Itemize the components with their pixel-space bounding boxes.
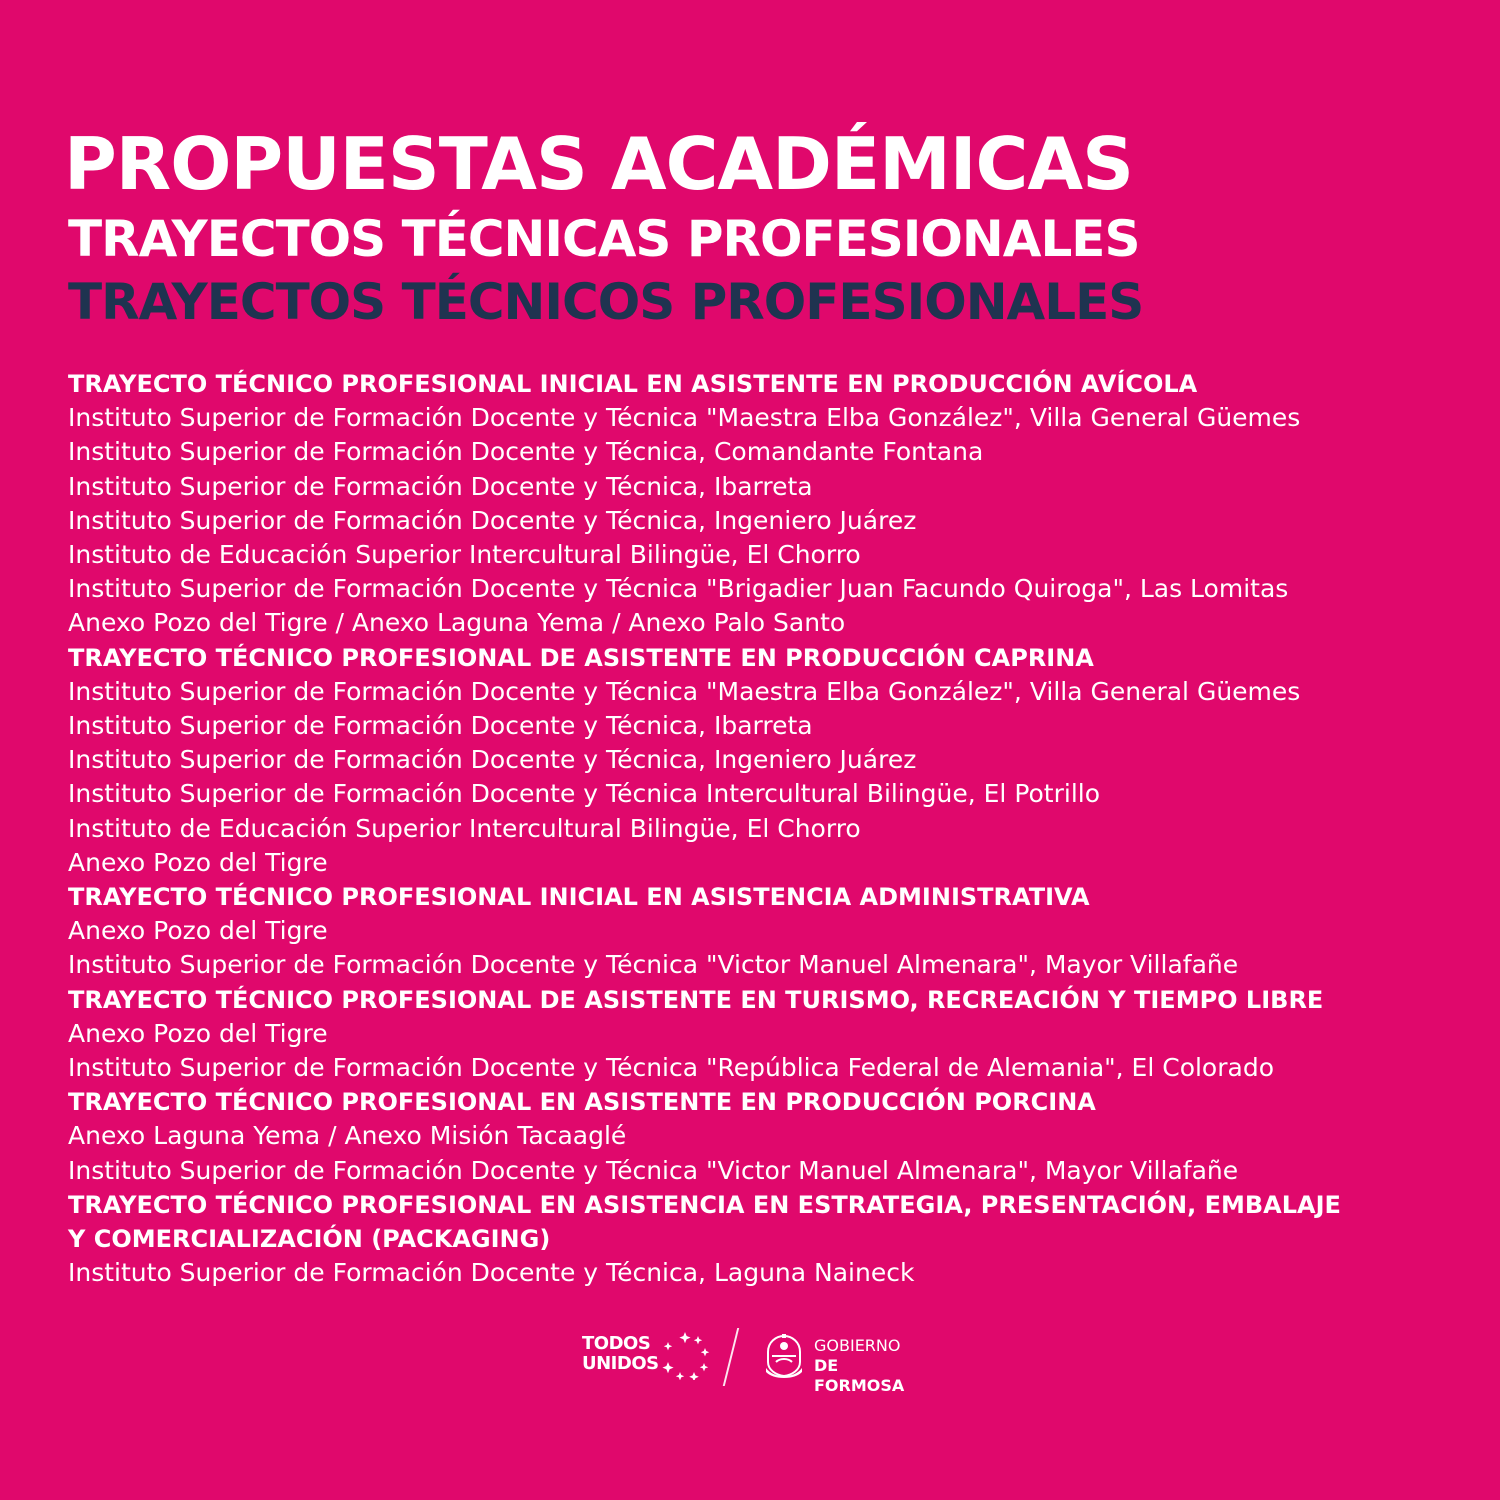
institution-line: Instituto Superior de Formación Docente y Técnica, Comandante Fontana bbox=[68, 437, 984, 467]
gobierno-formosa-logo bbox=[814, 1336, 932, 1396]
institution-line: Instituto Superior de Formación Docente y Técnica, Ingeniero Juárez bbox=[68, 505, 917, 535]
formosa-seal-icon bbox=[762, 1332, 806, 1378]
institution-line: Instituto Superior de Formación Docente y Técnica, Laguna Naineck bbox=[68, 1258, 915, 1288]
institution-line: Instituto Superior de Formación Docente y Técnica "Victor Manuel Almenara", Mayor Villafañe bbox=[68, 1155, 1239, 1185]
page-subtitle: TRAYECTOS TÉCNICAS PROFESIONALES bbox=[68, 210, 1140, 268]
header bbox=[64, 122, 1143, 342]
program-heading: TRAYECTO TÉCNICO PROFESIONAL EN ASISTENTE EN PRODUCCIÓN PORCINA bbox=[68, 1088, 1096, 1117]
footer-logos bbox=[582, 1326, 932, 1395]
institution-line: Anexo Pozo del Tigre / Anexo Laguna Yema / Anexo Palo Santo bbox=[68, 608, 846, 638]
institution-line: Instituto Superior de Formación Docente y Técnica, Ibarreta bbox=[68, 471, 813, 501]
institution-line: Instituto Superior de Formación Docente y Técnica "Victor Manuel Almenara", Mayor Villafañe bbox=[68, 950, 1239, 980]
program-list bbox=[68, 367, 1468, 1290]
program-heading: Y COMERCIALIZACIÓN (PACKAGING) bbox=[68, 1225, 551, 1254]
institution-line: Instituto de Educación Superior Intercultural Bilingüe, El Chorro bbox=[68, 813, 861, 843]
gobierno-line2: DE FORMOSA bbox=[814, 1356, 905, 1395]
gobierno-line1: GOBIERNO bbox=[814, 1336, 901, 1355]
todos-unidos-line2: UNIDOS bbox=[582, 1353, 659, 1374]
program-heading: TRAYECTO TÉCNICO PROFESIONAL EN ASISTENCIA EN ESTRATEGIA, PRESENTACIÓN, EMBALAJE bbox=[68, 1190, 1341, 1219]
institution-line: Instituto de Educación Superior Intercultural Bilingüe, El Chorro bbox=[68, 540, 861, 570]
institution-line: Instituto Superior de Formación Docente y Técnica "República Federal de Alemania", El Colorado bbox=[68, 1053, 1274, 1083]
logo-divider bbox=[723, 1328, 739, 1386]
program-heading: TRAYECTO TÉCNICO PROFESIONAL INICIAL EN ASISTENTE EN PRODUCCIÓN AVÍCOLA bbox=[68, 370, 1198, 398]
institution-line: Anexo Pozo del Tigre bbox=[68, 847, 328, 877]
todos-unidos-logo bbox=[582, 1334, 659, 1374]
institution-line: Instituto Superior de Formación Docente y Técnica, Ibarreta bbox=[68, 711, 813, 741]
todos-unidos-line1: TODOS bbox=[582, 1333, 651, 1354]
page-title: PROPUESTAS ACADÉMICAS bbox=[64, 122, 1133, 206]
institution-line: Instituto Superior de Formación Docente y Técnica Intercultural Bilingüe, El Potrillo bbox=[68, 779, 1101, 809]
program-heading: TRAYECTO TÉCNICO PROFESIONAL DE ASISTENTE EN PRODUCCIÓN CAPRINA bbox=[68, 643, 1094, 672]
institution-line: Instituto Superior de Formación Docente y Técnica "Brigadier Juan Facundo Quiroga", Las Lomitas bbox=[68, 574, 1289, 604]
institution-line: Anexo Pozo del Tigre bbox=[68, 916, 328, 946]
page-subtitle-secondary: TRAYECTOS TÉCNICOS PROFESIONALES bbox=[68, 273, 1144, 331]
program-heading: TRAYECTO TÉCNICO PROFESIONAL INICIAL EN ASISTENCIA ADMINISTRATIVA bbox=[68, 883, 1090, 912]
institution-line: Instituto Superior de Formación Docente y Técnica, Ingeniero Juárez bbox=[68, 745, 917, 775]
institution-line: Instituto Superior de Formación Docente y Técnica "Maestra Elba González", Villa General Güemes bbox=[68, 403, 1301, 433]
stars-circle-icon bbox=[660, 1330, 710, 1380]
program-heading: TRAYECTO TÉCNICO PROFESIONAL DE ASISTENTE EN TURISMO, RECREACIÓN Y TIEMPO LIBRE bbox=[68, 985, 1324, 1014]
institution-line: Anexo Laguna Yema / Anexo Misión Tacaaglé bbox=[68, 1121, 627, 1151]
institution-line: Instituto Superior de Formación Docente y Técnica "Maestra Elba González", Villa General Güemes bbox=[68, 676, 1301, 706]
institution-line: Anexo Pozo del Tigre bbox=[68, 1018, 328, 1048]
